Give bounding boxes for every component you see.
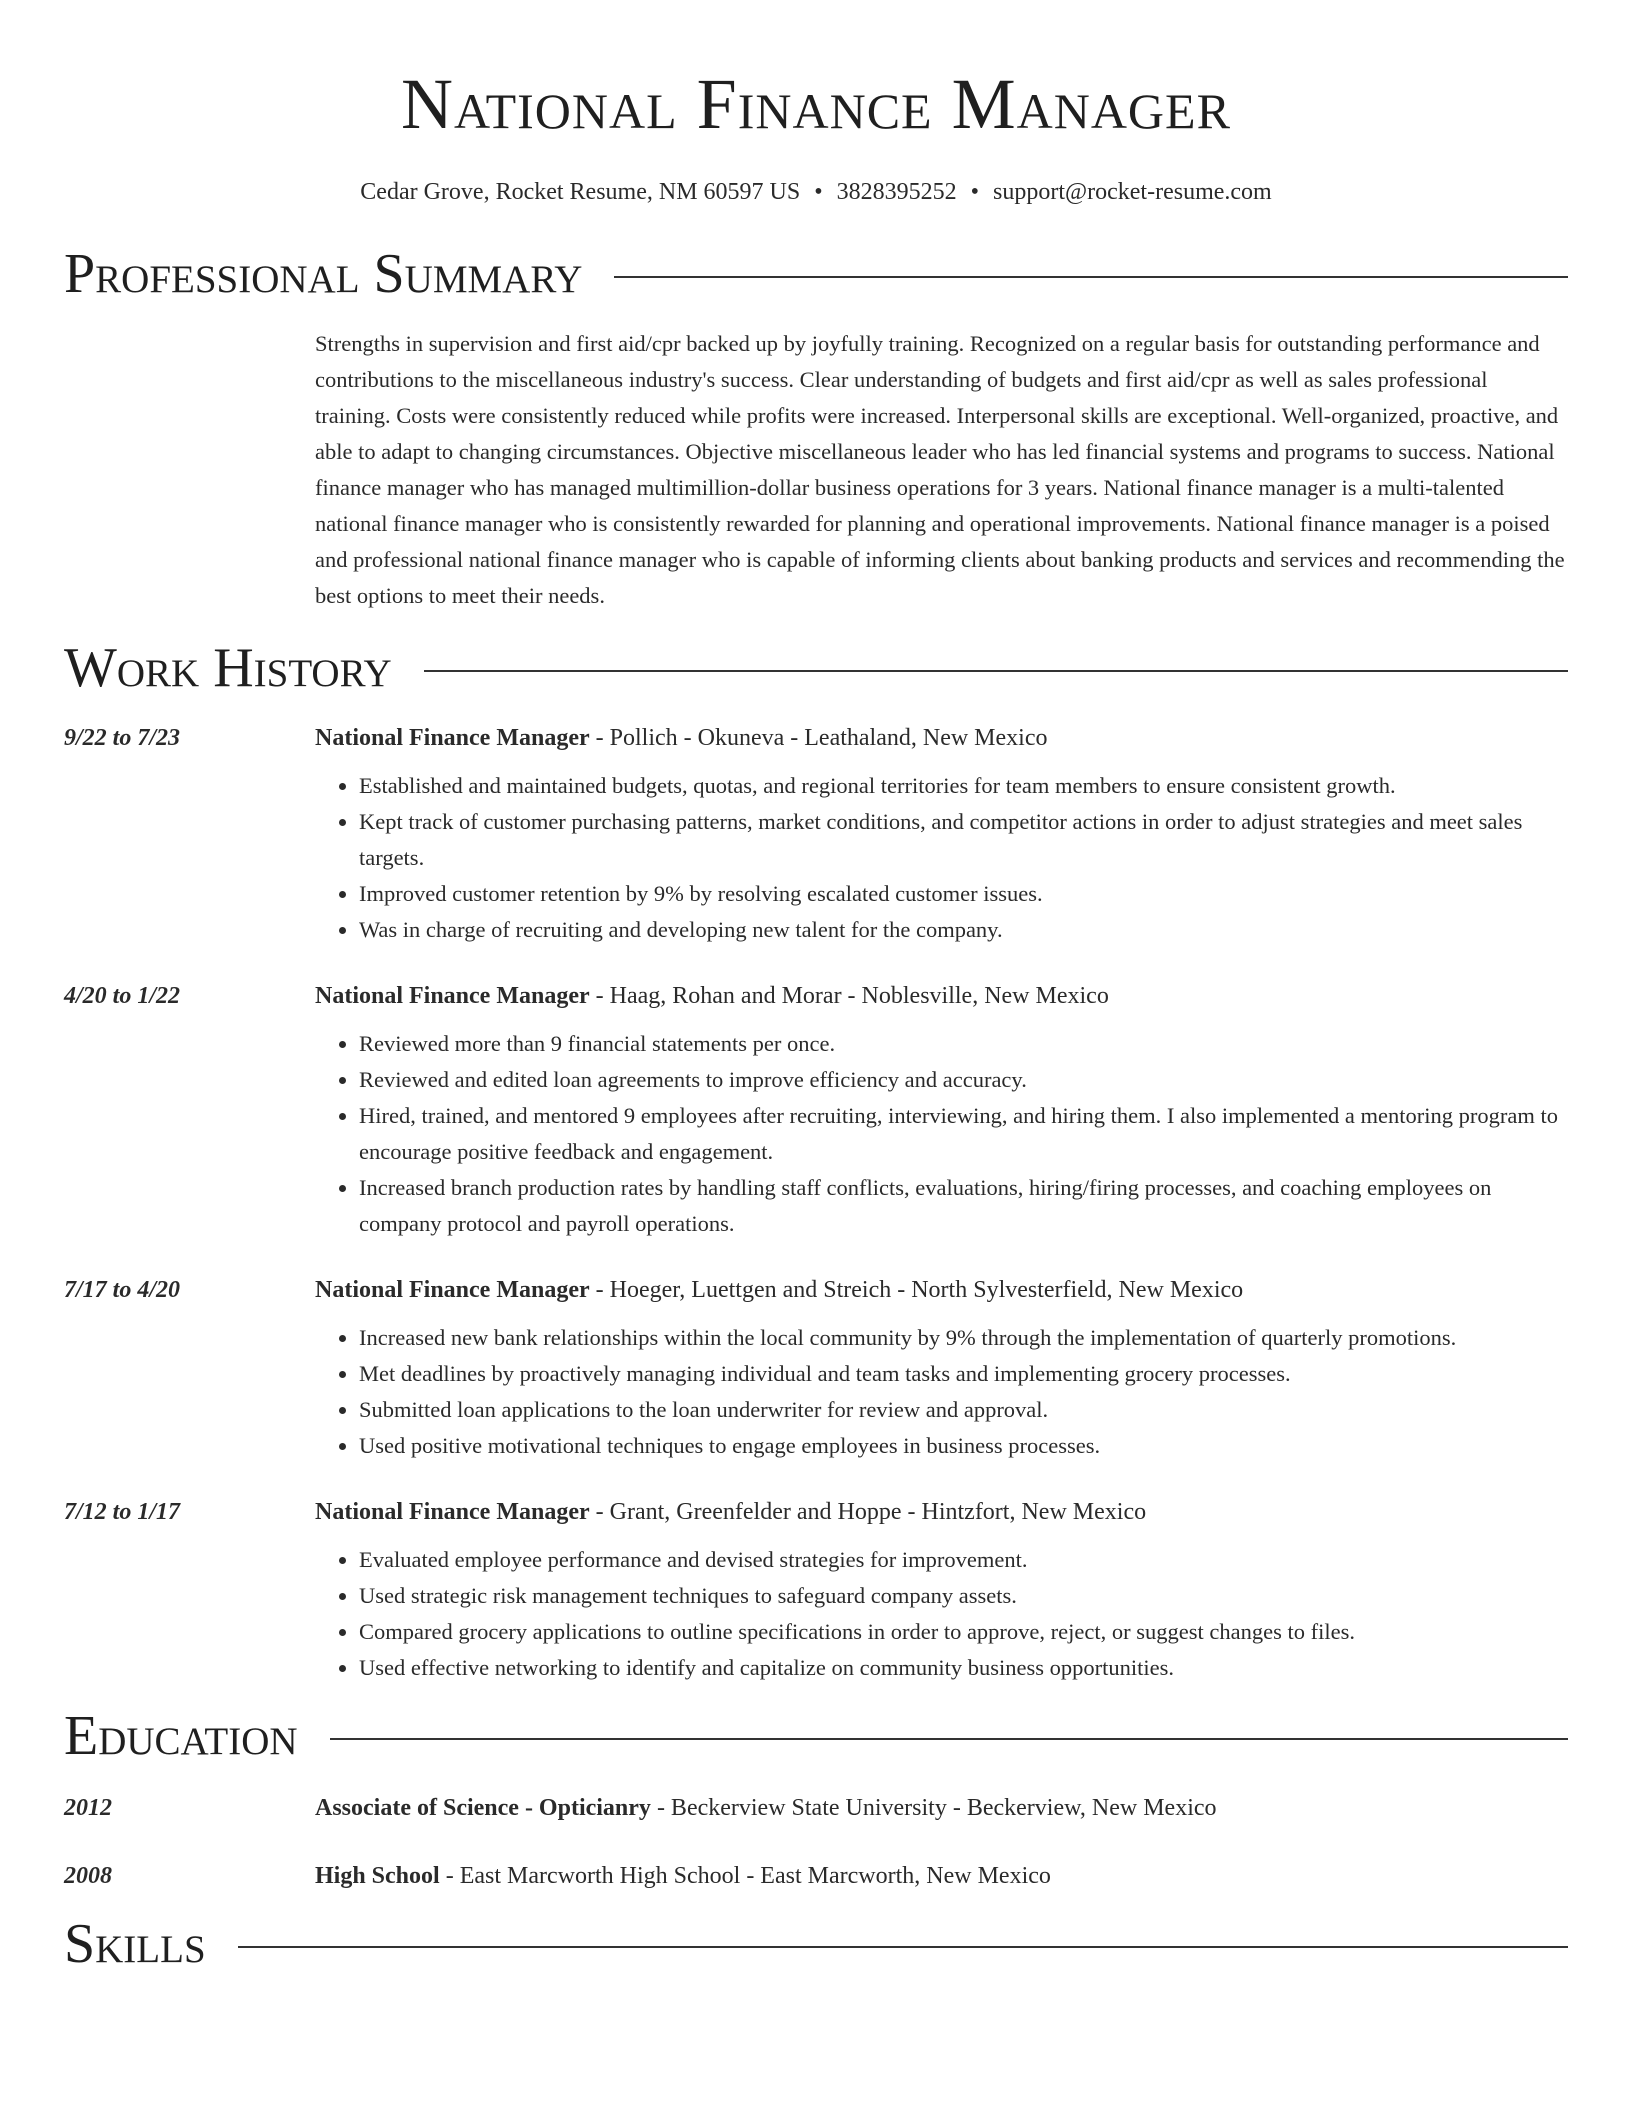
list-item: • Increased branch production rates by handling staff conflicts, evaluations, hiring/firing processes, and coaching employees on company protocol and payroll operations.	[359, 1170, 1568, 1242]
contact-email: support@rocket-resume.com	[993, 179, 1272, 205]
education-degree: High School	[315, 1863, 440, 1889]
education-line	[315, 1790, 1568, 1826]
job-title-line	[315, 1494, 1568, 1530]
job-bullets	[315, 1542, 1568, 1686]
section-title: Education	[64, 1705, 298, 1767]
job-role: National Finance Manager	[315, 1499, 590, 1525]
candidate-name: National Finance Manager	[401, 64, 1231, 144]
list-item: • Was in charge of recruiting and developing new talent for the company.	[359, 912, 1568, 948]
job-entry	[64, 1494, 1568, 1686]
education-year: 2012	[64, 1795, 112, 1821]
job-company-location: - Pollich - Okuneva - Leathaland, New Mexico	[589, 725, 1048, 751]
skills-section-header	[64, 1912, 1568, 1976]
education-school-location: - Beckerview State University - Beckerview, New Mexico	[650, 1795, 1217, 1821]
contact-line	[64, 176, 1568, 208]
section-divider	[614, 276, 1568, 278]
job-body	[315, 1272, 1568, 1464]
list-item: • Improved customer retention by 9% by resolving escalated customer issues.	[359, 876, 1568, 912]
job-entry	[64, 720, 1568, 948]
job-body	[315, 978, 1568, 1242]
job-company-location: - Grant, Greenfelder and Hoppe - Hintzfort, New Mexico	[589, 1499, 1147, 1525]
list-item: • Reviewed more than 9 financial statements per once.	[359, 1026, 1568, 1062]
list-item: • Used positive motivational techniques to engage employees in business processes.	[359, 1428, 1568, 1464]
job-dates: 9/22 to 7/23	[64, 725, 181, 751]
job-title-line	[315, 1272, 1568, 1308]
list-item: • Used strategic risk management techniques to safeguard company assets.	[359, 1578, 1568, 1614]
contact-separator: •	[970, 179, 980, 205]
list-item: • Evaluated employee performance and devised strategies for improvement.	[359, 1542, 1568, 1578]
summary-section-header	[64, 242, 1568, 306]
education-degree: Associate of Science - Opticianry	[315, 1795, 651, 1821]
education-entry	[64, 1858, 1568, 1894]
education-year: 2008	[64, 1863, 112, 1889]
list-item: • Kept track of customer purchasing patterns, market conditions, and competitor actions in order to adjust strategies and meet sales targets.	[359, 804, 1568, 876]
contact-phone: 3828395252	[836, 179, 957, 205]
work-section-header	[64, 636, 1568, 700]
list-item: • Submitted loan applications to the loan underwriter for review and approval.	[359, 1392, 1568, 1428]
section-divider	[238, 1946, 1568, 1948]
contact-address: Cedar Grove, Rocket Resume, NM 60597 US	[360, 179, 801, 205]
job-role: National Finance Manager	[315, 983, 590, 1009]
job-bullets	[315, 1320, 1568, 1464]
job-title-line	[315, 720, 1568, 756]
job-dates: 7/17 to 4/20	[64, 1277, 181, 1303]
section-title: Work History	[64, 637, 392, 699]
list-item: • Met deadlines by proactively managing individual and team tasks and implementing grocery processes.	[359, 1356, 1568, 1392]
job-dates: 7/12 to 1/17	[64, 1499, 181, 1525]
job-company-location: - Hoeger, Luettgen and Streich - North Sylvesterfield, New Mexico	[589, 1277, 1244, 1303]
job-entry	[64, 1272, 1568, 1464]
section-divider	[330, 1738, 1568, 1740]
summary-text: Strengths in supervision and first aid/cpr backed up by joyfully training. Recognized on a regular basis for outstanding performance and contributions to the miscellaneous industry's success. Clear understanding of budgets and first aid/cpr as well as sales professional training. Costs were consistently reduced while profits were increased. Interpersonal skills are exceptional. Well-organized, proactive, and able to adapt to changing circumstances. Objective miscellaneous leader who has led financial systems and programs to success. National finance manager who has managed multimillion-dollar business operations for 3 years. National finance manager is a multi-talented national finance manager who is consistently rewarded for planning and operational improvements. National finance manager is a poised and professional national finance manager who is capable of informing clients about banking products and services and recommending the best options to meet their needs.	[315, 331, 1565, 608]
job-body	[315, 720, 1568, 948]
list-item: • Established and maintained budgets, quotas, and regional territories for team members to ensure consistent growth.	[359, 768, 1568, 804]
list-item: • Compared grocery applications to outline specifications in order to approve, reject, or suggest changes to files.	[359, 1614, 1568, 1650]
section-title: Professional Summary	[64, 243, 583, 305]
education-entry	[64, 1790, 1568, 1826]
list-item: • Hired, trained, and mentored 9 employees after recruiting, interviewing, and hiring them. I also implemented a mentoring program to encourage positive feedback and engagement.	[359, 1098, 1568, 1170]
job-entry	[64, 978, 1568, 1242]
section-divider	[424, 670, 1568, 672]
job-company-location: - Haag, Rohan and Morar - Noblesville, New Mexico	[589, 983, 1109, 1009]
job-bullets	[315, 768, 1568, 948]
job-role: National Finance Manager	[315, 1277, 590, 1303]
job-role: National Finance Manager	[315, 725, 590, 751]
list-item: • Used effective networking to identify and capitalize on community business opportunities.	[359, 1650, 1568, 1686]
list-item: • Reviewed and edited loan agreements to improve efficiency and accuracy.	[359, 1062, 1568, 1098]
education-line	[315, 1858, 1568, 1894]
job-body	[315, 1494, 1568, 1686]
contact-separator: •	[814, 179, 823, 205]
job-dates: 4/20 to 1/22	[64, 983, 181, 1009]
job-bullets	[315, 1026, 1568, 1242]
list-item: • Increased new bank relationships within the local community by 9% through the implementation of quarterly promotions.	[359, 1320, 1568, 1356]
education-school-location: - East Marcworth High School - East Marcworth, New Mexico	[439, 1863, 1051, 1889]
job-title-line	[315, 978, 1568, 1014]
section-title: Skills	[64, 1913, 206, 1975]
education-section-header	[64, 1704, 1568, 1768]
